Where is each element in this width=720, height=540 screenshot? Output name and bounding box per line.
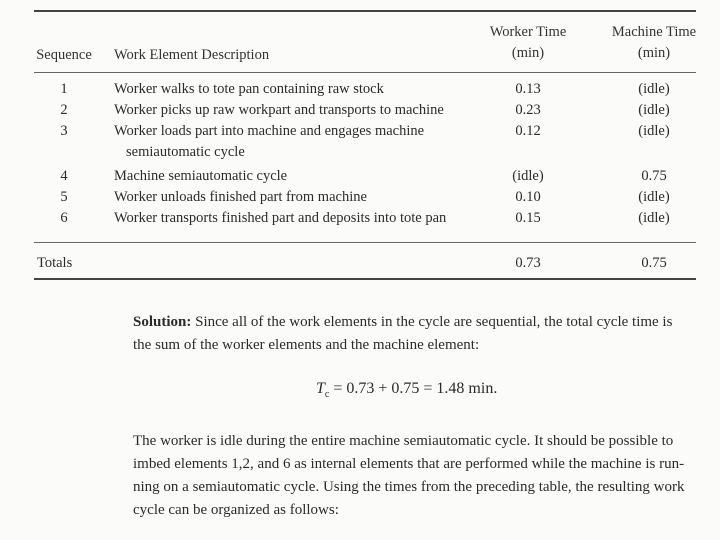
solution-line-1 xyxy=(133,311,703,334)
table-cell-description: Worker walks to tote pan containing raw stock xyxy=(114,81,384,97)
table-totals-rule xyxy=(34,242,696,243)
header-description: Work Element Description xyxy=(114,47,270,63)
table-header-rule xyxy=(34,72,696,73)
table-cell-description: Worker unloads finished part from machine xyxy=(114,189,367,205)
paragraph-line: imbed elements 1,2, and 6 as internal elements that are performed while the machine is run- xyxy=(133,456,685,472)
table-bottom-rule xyxy=(34,278,696,280)
table-cell-sequence: 4 xyxy=(60,168,68,184)
table-cell-machine-time: (idle) xyxy=(638,81,670,97)
table-cell-sequence: 6 xyxy=(60,210,68,226)
header-machine-time-line1: Machine Time xyxy=(611,24,697,40)
table-cell-worker-time: 0.12 xyxy=(515,123,541,139)
table-cell-sequence: 5 xyxy=(60,189,68,205)
table-cell-machine-time: 0.75 xyxy=(641,168,667,184)
cycle-time-equation xyxy=(316,380,497,400)
header-worker-time-line2: (min) xyxy=(511,45,545,61)
table-cell-description: Worker transports finished part and deposits into tote pan xyxy=(114,210,447,226)
table-cell-worker-time: 0.10 xyxy=(515,189,541,205)
table-cell-sequence: 2 xyxy=(60,102,68,118)
totals-machine-time: 0.75 xyxy=(641,255,667,271)
equation-subscript: c xyxy=(324,389,330,400)
table-cell-sequence: 3 xyxy=(60,123,68,139)
solution-text-line1: Since all of the work elements in the cycle are sequential, the total cycle time is xyxy=(195,314,673,330)
table-cell-machine-time: (idle) xyxy=(638,123,670,139)
table-cell-machine-time: (idle) xyxy=(638,189,670,205)
solution-text-line2: the sum of the worker elements and the machine element: xyxy=(133,337,480,353)
table-cell-worker-time: 0.15 xyxy=(515,210,541,226)
table-cell-description: Worker picks up raw workpart and transports to machine xyxy=(114,102,444,118)
table-cell-description: Worker loads part into machine and engages machine xyxy=(114,123,425,139)
solution-paragraph xyxy=(133,311,703,357)
table-cell-machine-time: (idle) xyxy=(638,210,670,226)
header-sequence: Sequence xyxy=(36,47,92,63)
totals-worker-time: 0.73 xyxy=(515,255,541,271)
table-cell-description: Machine semiautomatic cycle xyxy=(114,168,288,184)
solution-label: Solution: xyxy=(133,314,192,330)
table-cell-sequence: 1 xyxy=(60,81,68,97)
table-top-rule xyxy=(34,10,696,12)
table-cell-worker-time: (idle) xyxy=(512,168,544,184)
paragraph-line: ning on a semiautomatic cycle. Using the times from the preceding table, the resulting work xyxy=(133,479,685,495)
table-cell-worker-time: 0.13 xyxy=(515,81,541,97)
header-machine-time-line2: (min) xyxy=(637,45,671,61)
table-cell-machine-time: (idle) xyxy=(638,102,670,118)
table-cell-description-continuation: semiautomatic cycle xyxy=(126,144,245,160)
equation-expression: = 0.73 + 0.75 = 1.48 min. xyxy=(329,380,498,397)
table-cell-worker-time: 0.23 xyxy=(515,102,541,118)
totals-label: Totals xyxy=(37,255,73,271)
header-worker-time-line1: Worker Time xyxy=(489,24,567,40)
equation-symbol: T xyxy=(316,380,325,397)
paragraph-line: cycle can be organized as follows: xyxy=(133,502,339,518)
paragraph-line: The worker is idle during the entire machine semiautomatic cycle. It should be possible to xyxy=(133,433,674,449)
explanation-paragraph xyxy=(133,430,703,522)
